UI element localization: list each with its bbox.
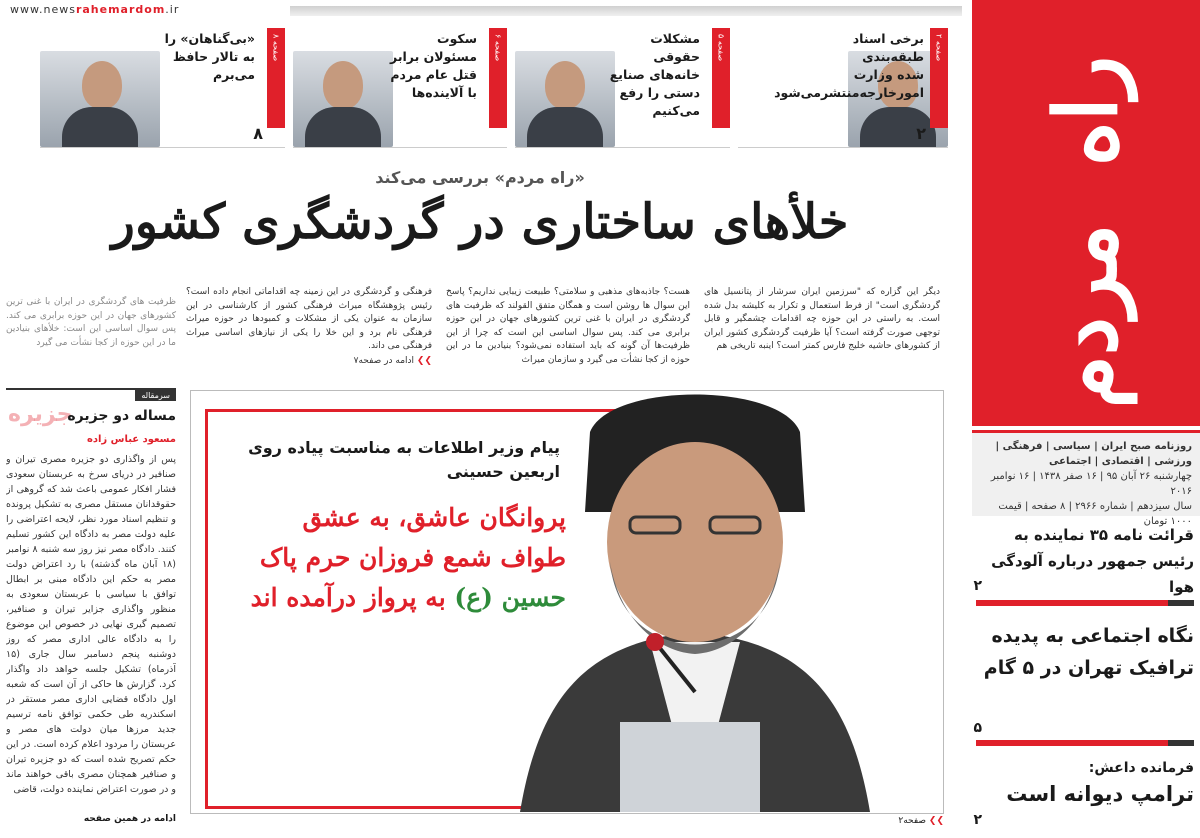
continue-page: ۷ — [353, 356, 359, 366]
teaser-item[interactable] — [515, 22, 730, 148]
quote-green: حسین (ع) — [454, 583, 566, 612]
continue-label: ادامه در صفحه — [358, 356, 415, 366]
editorial-body: پس از واگذاری دو جزیره مصری تیران و صنافیر در دریای سرخ به عربستان سعودی فشار افکار عمومی باعث شد که گروهی از حقوقدانان مستقل مصری به تشکیل پرونده و تنظیم اسناد مورد نظر، لایحه اعتراضی را علیه دولت مصر به دادگاه این کشور تسلیم کنند. دادگاه مصر نیز روز سه شنبه ۸ نوامبر (۱۸ آبان ماه گذشته) با رد اعتراض دولت مصر به حکم این دادگاه مبنی بر ابطال توافق با سیاسی با عربستان سعودی به منظور واگذاری جزایر تیران و صنافیر، تصمیم گیری نهایی در خصوص این موضوع را به دادگاه عالی اداری مصر که روز دوشنبه پنجم دسامبر سال جاری (۱۵ آذرماه) تشکیل جلسه خواهد داد واگذار کرد. گزارش ها حاکی از آن است که شعبه اول دادگاه قضایی اداری مصر مستقر در اسکندریه طی حکمی توافق نامه ترسیم جدید مرزها میان دولت های مصر و عربستان را مردود اعلام کرده است. در این حکم تصریح شده است که دو جزیره تیران و صنافیر همچنان مصری باقی خواهند ماند و در صورت اعتراض نماینده دولت، قاضی — [6, 454, 176, 795]
editorial-title[interactable]: مساله دو جزیره — [67, 408, 176, 424]
teaser-photo — [515, 51, 615, 147]
right-news-page: ۲ — [973, 812, 982, 828]
article-column-3: فرهنگی و گردشگری در این زمینه چه اقداماتی انجام داده است؟ رئیس پژوهشگاه میراث فرهنگی کشور از کارشناسی در این سازمان به عنوان یکی از مشکلات و کمبودها در حوزه میراث فرهنگی نام برد و این خلا را یکی از نیازهای اساسی میراث فرهنگی می داند. — [186, 287, 432, 351]
right-news-title: ترامپ دیوانه است — [1006, 782, 1194, 806]
quote-tail: به پرواز درآمده اند — [250, 583, 446, 612]
teaser-item[interactable] — [293, 22, 507, 148]
page-arrow-icon: ❯❯ — [928, 816, 944, 826]
url-suffix: .ir — [165, 3, 180, 16]
main-story-subtitle: پیام وزیر اطلاعات به مناسبت پیاده روی اربعین حسینی — [248, 438, 560, 481]
teaser-photo — [293, 51, 393, 147]
url-brand: rahemardom — [75, 3, 166, 16]
quote-line-2: طواف شمع فروزان حرم پاک — [259, 543, 566, 572]
top-strip — [290, 6, 962, 16]
teaser-text: سکوت مسئولان برابر قتل عام مردم با آلاینده‌ها — [390, 31, 477, 100]
continue-arrow-icon: ❯❯ — [416, 356, 432, 366]
right-news-item[interactable] — [976, 780, 1194, 808]
editorial-tag-rule — [6, 388, 176, 402]
right-news-title: نگاه اجتماعی به پدیده ترافیک تهران در ۵ گام — [983, 625, 1194, 679]
masthead-logo — [972, 0, 1200, 426]
teaser-item[interactable] — [738, 22, 948, 148]
right-news-page: ۵ — [973, 720, 982, 736]
main-page-label: صفحه۲ — [898, 816, 927, 826]
main-headline[interactable]: خلأهای ساختاری در گردشگری کشور — [111, 194, 849, 250]
site-url[interactable] — [10, 3, 179, 16]
teaser-text: مشکلات حقوقی خانه‌های صنایع دستی را رفع می‌کنیم — [609, 31, 700, 118]
url-prefix: www.news — [10, 3, 76, 16]
right-news-divider — [976, 740, 1194, 746]
teaser-photo — [40, 51, 160, 147]
article-column-2: هست؟ جاذبه‌های مذهبی و سلامتی؟ طبیعت زیبایی نداریم؟ پاسخ این سوال ها روشن است و همگان متفق القولند که ظرفیت های گردشگری در ایران با غنی ترین کشورهای جهان در این حوزه برابری می کند. پس سوال اساسی این است که چرا از این ظرفیت‌ها آن گونه که باید استفاده نمی‌شود؟ بنیادین ما در این حوزه از کجا نشأت می گیرد و سازمان میراث — [446, 287, 690, 365]
teaser-page-bar: صفحه ۶ — [489, 28, 507, 128]
right-news-item[interactable] — [976, 522, 1194, 600]
logo-word-1: راه — [1035, 55, 1137, 166]
continue-link[interactable] — [186, 356, 432, 366]
teaser-page-bar: صفحه ۵ — [712, 28, 730, 128]
masthead-info — [972, 430, 1200, 527]
teaser-page-bar: صفحه ۸ — [267, 28, 285, 128]
editorial-author: مسعود عباس زاده — [86, 434, 176, 445]
main-story-quote[interactable] — [206, 498, 566, 618]
quote-line-1: پروانگان عاشق، به عشق — [302, 503, 566, 532]
teaser-page-number: ۸ — [253, 124, 263, 143]
teaser-text: برخی اسناد طبقه‌بندی شده وزارت امورخارجه‌منتشرمی‌شود — [774, 31, 924, 100]
right-news-title: قرائت نامه ۳۵ نماینده به رئیس جمهور درباره آلودگی هوا — [991, 526, 1194, 596]
teaser-page-number: ۲ — [916, 124, 926, 143]
right-news-kicker: فرمانده داعش: — [1088, 760, 1194, 776]
right-news-divider — [976, 600, 1194, 606]
masthead-issue: سال سیزدهم | شماره ۲۹۶۶ | ۸ صفحه | قیمت ۱۰۰۰ تومان — [998, 501, 1192, 527]
right-news-page: ۲ — [973, 578, 982, 594]
editorial-tag: سرمقاله — [135, 390, 176, 401]
side-summary: ظرفیت های گردشگری در ایران با غنی ترین کشورهای جهان در این حوزه برابری می کند. پس سوال اساسی این است: خلأهای بنیادین ما در این حوزه از کجا نشأت می گیرد — [6, 297, 176, 348]
teaser-text: «بی‌گناهان» را به تالار حافظ می‌برم — [164, 31, 255, 82]
teaser-page-bar: صفحه ۲ — [930, 28, 948, 128]
logo-word-2: مردم — [1036, 222, 1137, 409]
headline-kicker: «راه مردم» بررسی می‌کند — [375, 168, 585, 187]
article-column-1: دیگر این گزاره که "سرزمین ایران سرشار از پتانسیل های گردشگری است" از فرط استعمال و تکرار به کلیشه بدل شده است. به راستی در این حوزه چه اقدامات چشمگیر و قابل توجهی صورت گرفته است؟ آیا ظرفیت گردشگری کشور ایران از کشورهای حاشیه خلیج فارس کمتر است؟ اینبه تاریخی هم — [704, 287, 940, 351]
teaser-item[interactable] — [40, 22, 285, 148]
editorial-watermark: جزیره — [8, 402, 73, 427]
main-story-page-link[interactable] — [190, 816, 944, 826]
right-news-item[interactable] — [976, 620, 1194, 684]
editorial-continue[interactable]: ادامه در همین صفحه — [83, 814, 176, 824]
masthead-date: چهارشنبه ۲۶ آبان ۹۵ | ۱۶ صفر ۱۴۳۸ | ۱۶ نوامبر ۲۰۱۶ — [990, 471, 1192, 497]
masthead-tagline: روزنامه صبح ایران | سیاسی | فرهنگی | ورزشی | اقتصادی | اجتماعی — [995, 441, 1192, 467]
